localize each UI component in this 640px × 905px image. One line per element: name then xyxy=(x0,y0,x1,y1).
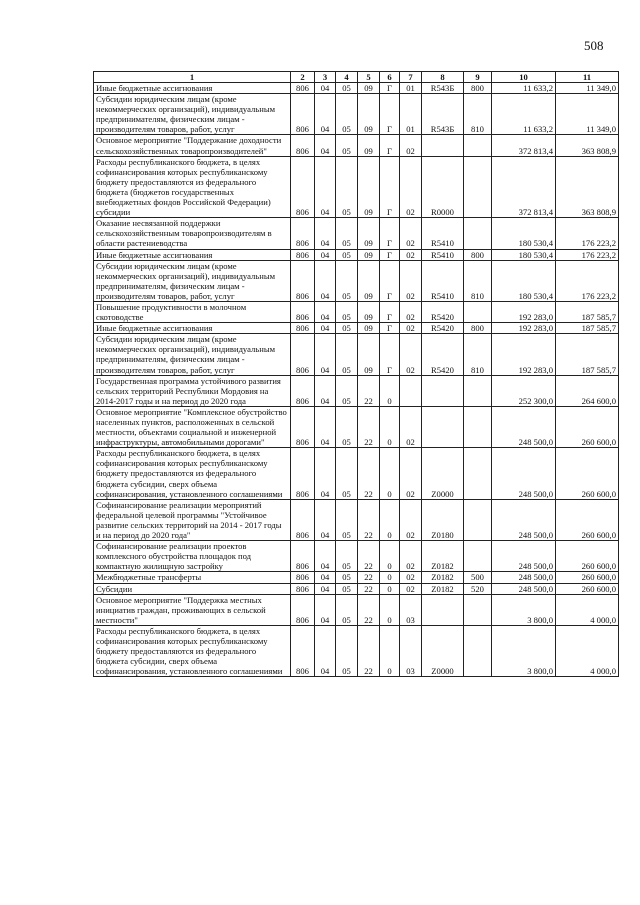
table-row xyxy=(94,94,619,135)
program-code: 09 xyxy=(358,135,380,156)
subsection-code: 05 xyxy=(336,94,358,135)
table-row xyxy=(94,323,619,334)
row-name: Иные бюджетные ассигнования xyxy=(94,249,291,260)
activity-code: 02 xyxy=(400,334,422,375)
program-code: 22 xyxy=(358,448,380,499)
amount-2019: 260 600,0 xyxy=(556,541,619,572)
section-code: 04 xyxy=(315,260,336,301)
amount-2018: 11 633,2 xyxy=(492,83,556,94)
section-code: 04 xyxy=(315,156,336,218)
program-code: 22 xyxy=(358,625,380,676)
direction-code: Z0182 xyxy=(422,572,464,583)
section-code: 04 xyxy=(315,625,336,676)
subprogram-code: 0 xyxy=(380,625,400,676)
subprogram-code: Г xyxy=(380,260,400,301)
amount-2018: 248 500,0 xyxy=(492,572,556,583)
amount-2019: 4 000,0 xyxy=(556,625,619,676)
ministry-code: 806 xyxy=(291,334,315,375)
subsection-code: 05 xyxy=(336,499,358,540)
activity-code: 02 xyxy=(400,249,422,260)
section-code: 04 xyxy=(315,499,336,540)
program-code: 22 xyxy=(358,583,380,594)
column-header: 8 xyxy=(422,72,464,83)
subprogram-code: Г xyxy=(380,135,400,156)
subprogram-code: 0 xyxy=(380,594,400,625)
column-header: 9 xyxy=(464,72,492,83)
activity-code xyxy=(400,375,422,406)
section-code: 04 xyxy=(315,94,336,135)
expense-type-code: 810 xyxy=(464,334,492,375)
ministry-code: 806 xyxy=(291,499,315,540)
expense-type-code: 800 xyxy=(464,83,492,94)
table-body xyxy=(94,83,619,677)
row-name: Основное мероприятие "Поддержание доходности сельскохозяйственных товаропроизводителей" xyxy=(94,135,291,156)
section-code: 04 xyxy=(315,541,336,572)
subprogram-code: Г xyxy=(380,301,400,322)
ministry-code: 806 xyxy=(291,572,315,583)
subsection-code: 05 xyxy=(336,334,358,375)
ministry-code: 806 xyxy=(291,94,315,135)
ministry-code: 806 xyxy=(291,625,315,676)
activity-code: 02 xyxy=(400,541,422,572)
amount-2018: 192 283,0 xyxy=(492,334,556,375)
subprogram-code: Г xyxy=(380,94,400,135)
subsection-code: 05 xyxy=(336,135,358,156)
expense-type-code: 520 xyxy=(464,583,492,594)
program-code: 22 xyxy=(358,375,380,406)
program-code: 22 xyxy=(358,594,380,625)
amount-2018: 192 283,0 xyxy=(492,323,556,334)
expense-type-code xyxy=(464,156,492,218)
column-header: 4 xyxy=(336,72,358,83)
section-code: 04 xyxy=(315,334,336,375)
amount-2019: 260 600,0 xyxy=(556,406,619,447)
amount-2018: 372 813,4 xyxy=(492,156,556,218)
subprogram-code: Г xyxy=(380,334,400,375)
amount-2019: 260 600,0 xyxy=(556,448,619,499)
subsection-code: 05 xyxy=(336,375,358,406)
amount-2018: 248 500,0 xyxy=(492,583,556,594)
amount-2019: 11 349,0 xyxy=(556,83,619,94)
expense-type-code: 800 xyxy=(464,323,492,334)
activity-code: 02 xyxy=(400,406,422,447)
amount-2018: 180 530,4 xyxy=(492,260,556,301)
amount-2019: 11 349,0 xyxy=(556,94,619,135)
column-header: 3 xyxy=(315,72,336,83)
amount-2019: 4 000,0 xyxy=(556,594,619,625)
amount-2018: 3 800,0 xyxy=(492,625,556,676)
amount-2018: 252 300,0 xyxy=(492,375,556,406)
amount-2018: 180 530,4 xyxy=(492,249,556,260)
section-code: 04 xyxy=(315,583,336,594)
section-code: 04 xyxy=(315,323,336,334)
amount-2019: 176 223,2 xyxy=(556,260,619,301)
amount-2018: 248 500,0 xyxy=(492,499,556,540)
table-row xyxy=(94,594,619,625)
activity-code: 01 xyxy=(400,83,422,94)
direction-code: Z0182 xyxy=(422,541,464,572)
amount-2019: 176 223,2 xyxy=(556,218,619,249)
subsection-code: 05 xyxy=(336,260,358,301)
direction-code: R5410 xyxy=(422,218,464,249)
section-code: 04 xyxy=(315,406,336,447)
subsection-code: 05 xyxy=(336,448,358,499)
table-row xyxy=(94,249,619,260)
row-name: Субсидии юридическим лицам (кроме некоммерческих организаций), индивидуальным предпринимателям, физическим лицам - производителям товаров, работ, услуг xyxy=(94,260,291,301)
ministry-code: 806 xyxy=(291,583,315,594)
ministry-code: 806 xyxy=(291,156,315,218)
row-name: Иные бюджетные ассигнования xyxy=(94,83,291,94)
row-name: Софинансирование реализации мероприятий федеральной целевой программы "Устойчивое развитие сельских территорий на 2014 - 2017 годы и на период до 2020 года" xyxy=(94,499,291,540)
subprogram-code: 0 xyxy=(380,499,400,540)
direction-code: R5410 xyxy=(422,249,464,260)
subsection-code: 05 xyxy=(336,301,358,322)
row-name: Расходы республиканского бюджета, в целях софинансирования которых республиканскому бюджету предоставляются из федерального бюджета (бюджетов государственных внебюджетных фондов Российской Федерации) субсидии xyxy=(94,156,291,218)
amount-2018: 372 813,4 xyxy=(492,135,556,156)
amount-2018: 11 633,2 xyxy=(492,94,556,135)
amount-2019: 363 808,9 xyxy=(556,135,619,156)
expense-type-code xyxy=(464,375,492,406)
activity-code: 02 xyxy=(400,218,422,249)
row-name: Расходы республиканского бюджета, в целях софинансирования которых республиканскому бюджету предоставляются из федерального бюджета субсидии, сверх объема софинансирования, установленного соглашениями xyxy=(94,448,291,499)
expense-type-code: 810 xyxy=(464,94,492,135)
section-code: 04 xyxy=(315,448,336,499)
subsection-code: 05 xyxy=(336,572,358,583)
subprogram-code: 0 xyxy=(380,448,400,499)
expense-type-code xyxy=(464,499,492,540)
ministry-code: 806 xyxy=(291,541,315,572)
program-code: 09 xyxy=(358,218,380,249)
header-row xyxy=(94,72,619,83)
ministry-code: 806 xyxy=(291,83,315,94)
subprogram-code: Г xyxy=(380,83,400,94)
expense-type-code: 500 xyxy=(464,572,492,583)
amount-2019: 363 808,9 xyxy=(556,156,619,218)
ministry-code: 806 xyxy=(291,301,315,322)
expense-type-code xyxy=(464,135,492,156)
subprogram-code: 0 xyxy=(380,541,400,572)
subsection-code: 05 xyxy=(336,156,358,218)
subprogram-code: 0 xyxy=(380,406,400,447)
table-row xyxy=(94,375,619,406)
direction-code xyxy=(422,594,464,625)
subprogram-code: Г xyxy=(380,156,400,218)
section-code: 04 xyxy=(315,249,336,260)
subsection-code: 05 xyxy=(336,83,358,94)
expense-type-code xyxy=(464,406,492,447)
table-row xyxy=(94,406,619,447)
ministry-code: 806 xyxy=(291,260,315,301)
program-code: 22 xyxy=(358,499,380,540)
subsection-code: 05 xyxy=(336,625,358,676)
table-row xyxy=(94,334,619,375)
direction-code xyxy=(422,375,464,406)
expense-type-code: 810 xyxy=(464,260,492,301)
program-code: 09 xyxy=(358,301,380,322)
program-code: 09 xyxy=(358,323,380,334)
direction-code: Z0000 xyxy=(422,448,464,499)
amount-2018: 248 500,0 xyxy=(492,406,556,447)
activity-code: 02 xyxy=(400,572,422,583)
ministry-code: 806 xyxy=(291,218,315,249)
section-code: 04 xyxy=(315,594,336,625)
activity-code: 02 xyxy=(400,499,422,540)
column-header: 6 xyxy=(380,72,400,83)
section-code: 04 xyxy=(315,83,336,94)
program-code: 09 xyxy=(358,334,380,375)
subsection-code: 05 xyxy=(336,594,358,625)
subprogram-code: Г xyxy=(380,218,400,249)
activity-code: 02 xyxy=(400,135,422,156)
subsection-code: 05 xyxy=(336,323,358,334)
page-number: 508 xyxy=(584,38,604,53)
amount-2019: 260 600,0 xyxy=(556,572,619,583)
subsection-code: 05 xyxy=(336,541,358,572)
column-header: 2 xyxy=(291,72,315,83)
expense-type-code xyxy=(464,448,492,499)
amount-2018: 248 500,0 xyxy=(492,448,556,499)
expense-type-code xyxy=(464,541,492,572)
direction-code: Z0180 xyxy=(422,499,464,540)
table-row xyxy=(94,218,619,249)
subprogram-code: Г xyxy=(380,323,400,334)
row-name: Межбюджетные трансферты xyxy=(94,572,291,583)
program-code: 22 xyxy=(358,406,380,447)
row-name: Субсидии юридическим лицам (кроме некоммерческих организаций), индивидуальным предпринимателям, физическим лицам - производителям товаров, работ, услуг xyxy=(94,94,291,135)
ministry-code: 806 xyxy=(291,249,315,260)
table-row xyxy=(94,583,619,594)
amount-2019: 187 585,7 xyxy=(556,334,619,375)
amount-2019: 187 585,7 xyxy=(556,323,619,334)
direction-code: R5420 xyxy=(422,323,464,334)
row-name: Субсидии юридическим лицам (кроме некоммерческих организаций), индивидуальным предпринимателям, физическим лицам - производителям товаров, работ, услуг xyxy=(94,334,291,375)
direction-code xyxy=(422,406,464,447)
expense-type-code: 800 xyxy=(464,249,492,260)
expense-type-code xyxy=(464,625,492,676)
row-name: Государственная программа устойчивого развития сельских территорий Республики Мордовия на 2014-2017 годы и на период до 2020 года xyxy=(94,375,291,406)
section-code: 04 xyxy=(315,301,336,322)
program-code: 09 xyxy=(358,94,380,135)
table-row xyxy=(94,135,619,156)
activity-code: 03 xyxy=(400,594,422,625)
subsection-code: 05 xyxy=(336,406,358,447)
direction-code: R543Б xyxy=(422,94,464,135)
activity-code: 02 xyxy=(400,260,422,301)
amount-2018: 180 530,4 xyxy=(492,218,556,249)
table-row xyxy=(94,260,619,301)
subprogram-code: Г xyxy=(380,249,400,260)
table-row xyxy=(94,83,619,94)
amount-2018: 3 800,0 xyxy=(492,594,556,625)
direction-code: R5420 xyxy=(422,301,464,322)
direction-code: R543Б xyxy=(422,83,464,94)
activity-code: 01 xyxy=(400,94,422,135)
ministry-code: 806 xyxy=(291,594,315,625)
subsection-code: 05 xyxy=(336,249,358,260)
activity-code: 02 xyxy=(400,448,422,499)
amount-2018: 192 283,0 xyxy=(492,301,556,322)
row-name: Оказание несвязанной поддержки сельскохозяйственным товаропроизводителям в области растениеводства xyxy=(94,218,291,249)
row-name: Основное мероприятие "Комплексное обустройство населенных пунктов, расположенных в сельской местности, объектами социальной и инженерной инфраструктуры, автомобильными дорогами" xyxy=(94,406,291,447)
column-header: 7 xyxy=(400,72,422,83)
program-code: 09 xyxy=(358,260,380,301)
section-code: 04 xyxy=(315,375,336,406)
table-row xyxy=(94,572,619,583)
column-header: 10 xyxy=(492,72,556,83)
section-code: 04 xyxy=(315,218,336,249)
table-row xyxy=(94,541,619,572)
amount-2018: 248 500,0 xyxy=(492,541,556,572)
section-code: 04 xyxy=(315,572,336,583)
activity-code: 03 xyxy=(400,625,422,676)
amount-2019: 264 600,0 xyxy=(556,375,619,406)
row-name: Расходы республиканского бюджета, в целях софинансирования которых республиканскому бюджету предоставляются из федерального бюджета субсидии, сверх объема софинансирования, установленного соглашениями xyxy=(94,625,291,676)
expense-type-code xyxy=(464,301,492,322)
direction-code xyxy=(422,135,464,156)
activity-code: 02 xyxy=(400,323,422,334)
row-name: Повышение продуктивности в молочном скотоводстве xyxy=(94,301,291,322)
ministry-code: 806 xyxy=(291,448,315,499)
program-code: 09 xyxy=(358,156,380,218)
section-code: 04 xyxy=(315,135,336,156)
ministry-code: 806 xyxy=(291,375,315,406)
direction-code: R0000 xyxy=(422,156,464,218)
activity-code: 02 xyxy=(400,583,422,594)
row-name: Иные бюджетные ассигнования xyxy=(94,323,291,334)
subprogram-code: 0 xyxy=(380,375,400,406)
table-row xyxy=(94,156,619,218)
column-header: 11 xyxy=(556,72,619,83)
table-row xyxy=(94,301,619,322)
column-header: 5 xyxy=(358,72,380,83)
ministry-code: 806 xyxy=(291,135,315,156)
program-code: 09 xyxy=(358,83,380,94)
direction-code: R5410 xyxy=(422,260,464,301)
expense-type-code xyxy=(464,594,492,625)
amount-2019: 260 600,0 xyxy=(556,499,619,540)
subprogram-code: 0 xyxy=(380,572,400,583)
amount-2019: 176 223,2 xyxy=(556,249,619,260)
activity-code: 02 xyxy=(400,156,422,218)
program-code: 22 xyxy=(358,541,380,572)
activity-code: 02 xyxy=(400,301,422,322)
subsection-code: 05 xyxy=(336,218,358,249)
program-code: 09 xyxy=(358,249,380,260)
column-header: 1 xyxy=(94,72,291,83)
budget-table xyxy=(93,71,619,677)
row-name: Софинансирование реализации проектов комплексного обустройства площадок под компактную жилищную застройку xyxy=(94,541,291,572)
row-name: Субсидии xyxy=(94,583,291,594)
subprogram-code: 0 xyxy=(380,583,400,594)
direction-code: Z0182 xyxy=(422,583,464,594)
table-row xyxy=(94,625,619,676)
expense-type-code xyxy=(464,218,492,249)
ministry-code: 806 xyxy=(291,406,315,447)
row-name: Основное мероприятие "Поддержка местных инициатив граждан, проживающих в сельской местности" xyxy=(94,594,291,625)
amount-2019: 260 600,0 xyxy=(556,583,619,594)
ministry-code: 806 xyxy=(291,323,315,334)
direction-code: R5420 xyxy=(422,334,464,375)
table-row xyxy=(94,499,619,540)
subsection-code: 05 xyxy=(336,583,358,594)
direction-code: Z0000 xyxy=(422,625,464,676)
table-row xyxy=(94,448,619,499)
amount-2019: 187 585,7 xyxy=(556,301,619,322)
program-code: 22 xyxy=(358,572,380,583)
